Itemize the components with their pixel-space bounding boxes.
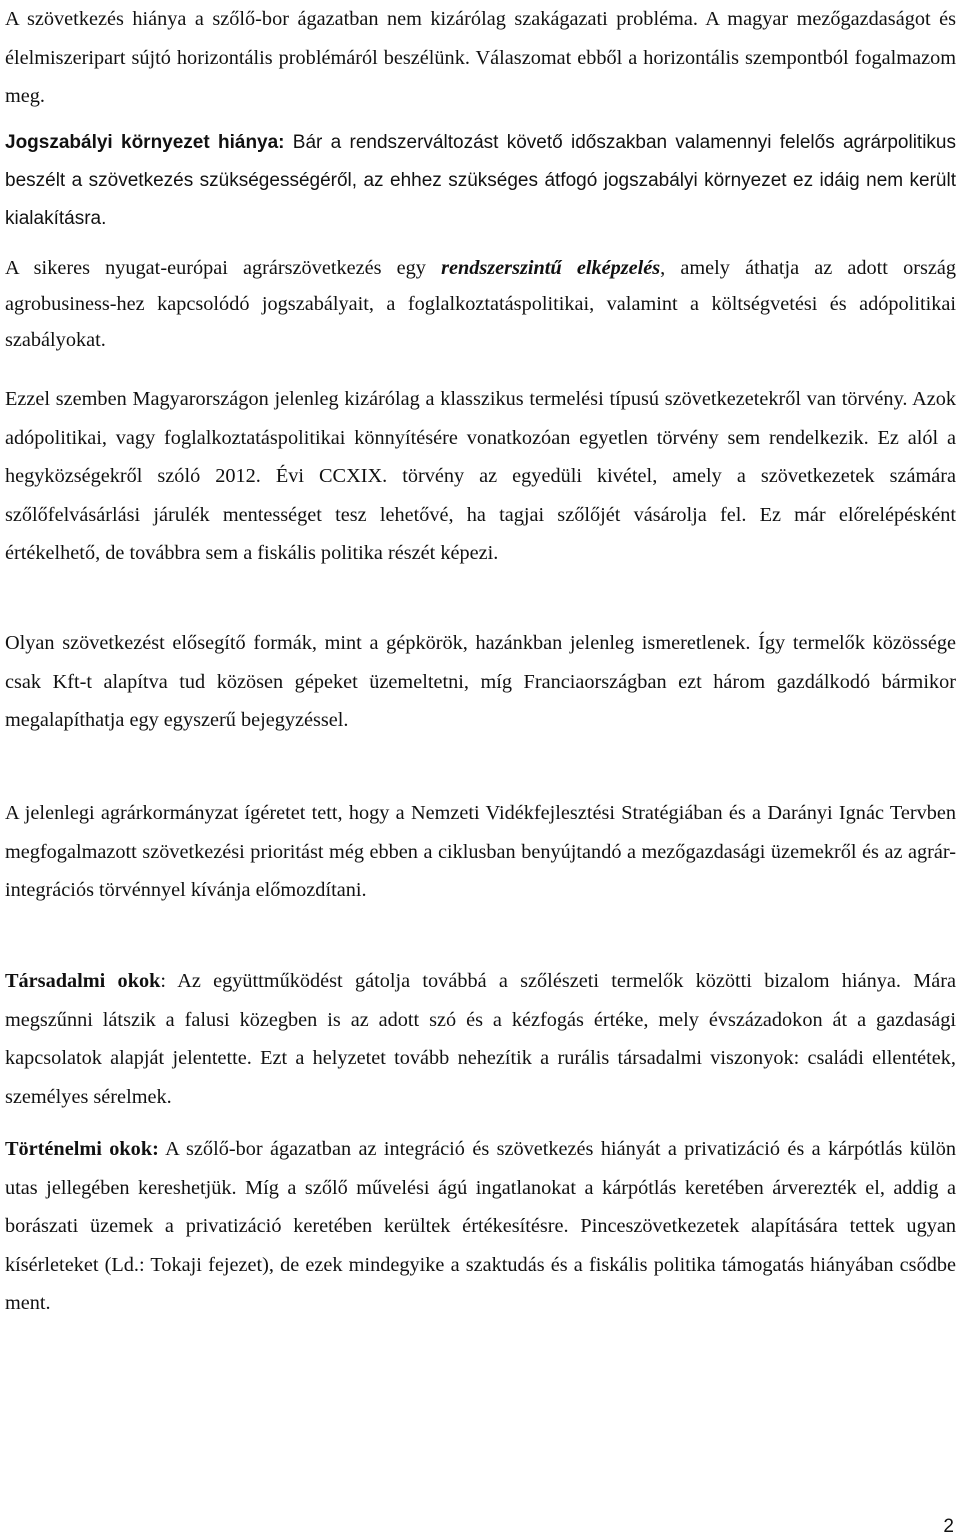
paragraph-heading: Jogszabályi környezet hiánya: — [5, 132, 285, 153]
paragraph-text: A szőlő-bor ágazatban az integráció és szövetkezés hiányát a privatizáció és a kárpótlás külön utas jellegében kereshetjük. Míg a szőlő művelési ágú ingatlanokat a kárpótlás keretében árverezték el, addig a borászati üzemek a privatizáció keretében kerültek értékesítésre. Pinceszövetkezetek alapítására tettek ugyan kísérleteket (Ld.: Tokaji fejezet), de ezek mindegyike a szaktudás és a fiskális politika támogatás hiányában csődbe ment. — [5, 1138, 956, 1314]
paragraph-text: Olyan szövetkezést elősegítő formák, mint a gépkörök, hazánkban jelenleg ismeretlenek. Így termelők közössége csak Kft-t alapítva tud közösen gépeket üzemeltetni, míg Franciaországban ezt három gazdálkodó bármikor megalapíthatja egy egyszerű bejegyzéssel. — [5, 632, 956, 731]
paragraph-text: Bár a rendszerváltozást követő időszakban valamennyi felelős agrárpolitikus beszélt a szövetkezés szükségességéről, az ehhez szükséges átfogó jogszabályi környezet ez idáig nem került kialakításra. — [5, 132, 956, 229]
paragraph-heading: Társadalmi okok — [5, 970, 161, 992]
paragraph-social-reasons — [5, 962, 956, 1116]
paragraph-intro — [5, 0, 956, 116]
paragraph-text: : Az együttműködést gátolja továbbá a szőlészeti termelők közötti bizalom hiánya. Mára megszűnni látszik a falusi közegben is az adott szó és a kézfogás értéke, mely évszázadokon át a gazdasági kapcsolatok alapját jelentette. Ezt a helyzetet tovább nehezítik a rurális társadalmi viszonyok: családi ellentétek, személyes sérelmek. — [5, 970, 957, 1108]
paragraph-text: Ezzel szemben Magyarországon jelenleg kizárólag a klasszikus termelési típusú szövetkezetekről van törvény. Azok adópolitikai, vagy foglalkoztatáspolitikai könnyítésére vonatkozóan egyetlen törvény sem rendelkezik. Ez alól a hegyközségekről szóló 2012. Évi CCXIX. törvény az egyedüli kivétel, amely a szövetkezetek számára szőlőfelvásárlási járulék mentességet tesz lehetővé, ha tagjai szőlőjét vásárolja fel. Ez már előrelépésként értékelhető, de továbbra sem a fiskális politika részét képezi. — [5, 388, 956, 564]
paragraph-text-after: , amely áthatja az adott ország agrobusiness-hez kapcsolódó jogszabályait, a foglalkoztatáspolitikai, valamint a költségvetési és adópolitikai szabályokat. — [5, 257, 957, 351]
paragraph-government-promise — [5, 794, 956, 910]
paragraph-legal-environment — [5, 124, 956, 238]
paragraph-emphasis: rendszerszintű elképzelés — [441, 257, 661, 279]
paragraph-text: A jelenlegi agrárkormányzat ígéretet tett, hogy a Nemzeti Vidékfejlesztési Stratégiában és a Darányi Ignác Tervben megfogalmazott szövetkezési prioritást még ebben a ciklusban benyújtandó a mezőgazdasági üzemekről és az agrár-integrációs törvénnyel kívánja előmozdítani. — [5, 802, 956, 901]
paragraph-text: A szövetkezés hiánya a szőlő-bor ágazatban nem kizárólag szakágazati probléma. A magyar mezőgazdaságot és élelmiszeripart sújtó horizontális problémáról beszélünk. Válaszomat ebből a horizontális szempontból fogalmazom meg. — [5, 8, 956, 107]
paragraph-text-before: A sikeres nyugat-európai agrárszövetkezés egy — [5, 257, 442, 279]
paragraph-historical-reasons — [5, 1130, 956, 1323]
page-number: 2 — [943, 1516, 954, 1537]
paragraph-hungary-law — [5, 380, 956, 573]
paragraph-heading: Történelmi okok: — [5, 1138, 159, 1160]
paragraph-western-europe — [5, 250, 956, 358]
paragraph-machine-rings — [5, 624, 956, 740]
